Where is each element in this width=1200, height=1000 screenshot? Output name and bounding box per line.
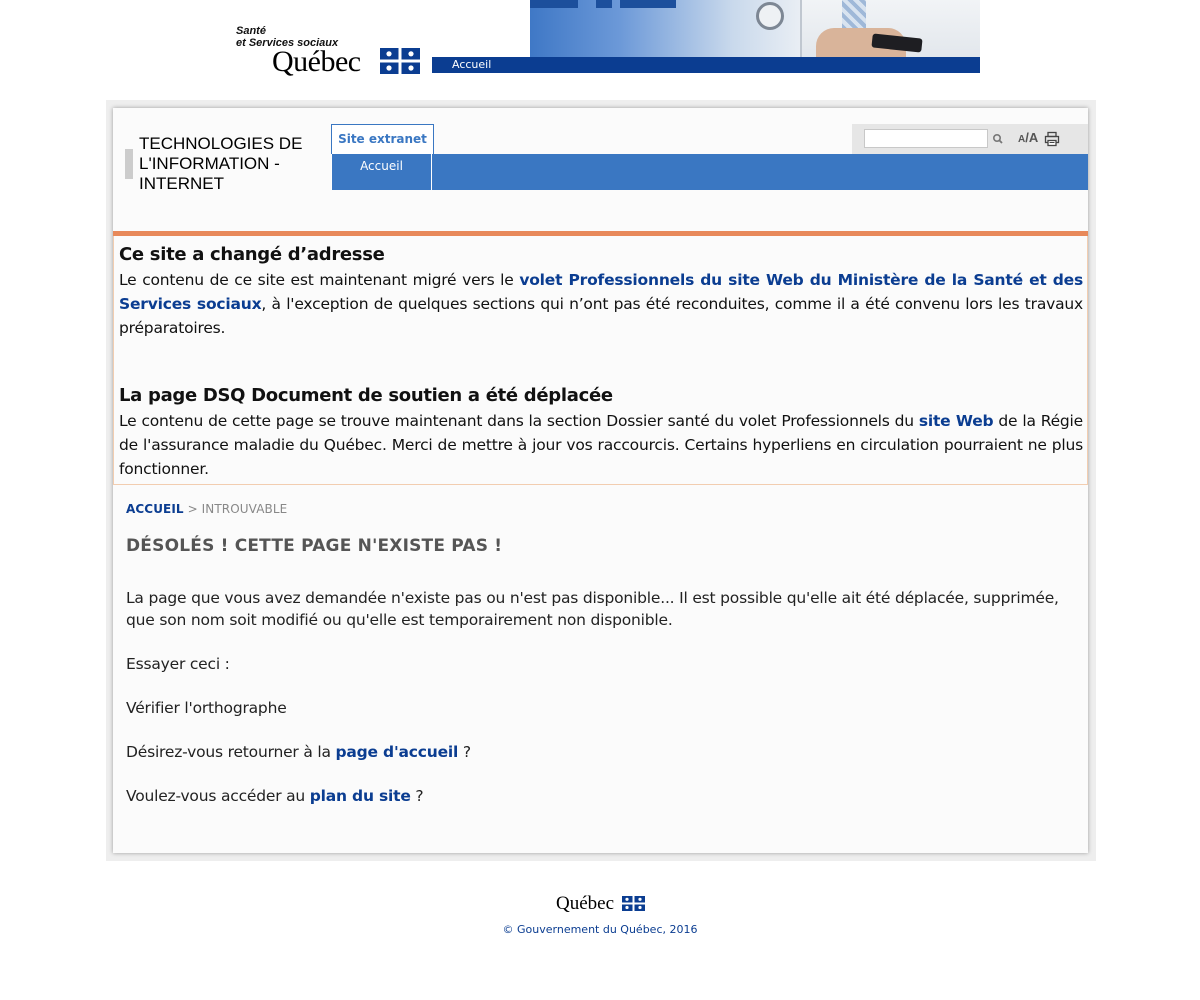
- breadcrumb-separator: >: [183, 502, 202, 516]
- error-intro-text: La page que vous avez demandée n'existe pas ou n'est pas disponible... Il est possible qu'elle ait été déplacée, supprimée, que son nom soit modifié ou qu'elle est temporairement non disponible.: [126, 589, 1059, 629]
- try-this-text: Essayer ceci :: [126, 655, 230, 673]
- banner-photo-doctor: [530, 0, 980, 57]
- sante-services-sociaux-logo[interactable]: [236, 22, 422, 76]
- notice-text-dsq-moved: [119, 409, 1083, 481]
- fleurdelise-icon: [622, 896, 645, 911]
- site-title-marker: [125, 149, 133, 179]
- government-nav-bar: [432, 57, 980, 73]
- font-size-large-glyph: A: [1028, 130, 1039, 145]
- notice-text-after: , à l'exception de quelques sections qui n’ont pas été reconduites, comme il a été convenu lors les travaux préparatoires.: [119, 295, 1083, 337]
- notice-text-before: Le contenu de ce site est maintenant migré vers le: [119, 271, 520, 289]
- page-title: DÉSOLÉS ! CETTE PAGE N'EXISTE PAS !: [126, 536, 503, 556]
- tab-site-extranet[interactable]: Site extranet: [331, 124, 434, 154]
- breadcrumb: [126, 502, 287, 516]
- footer-quebec-logo[interactable]: [556, 893, 646, 915]
- return-home-text: [126, 741, 1066, 763]
- return-home-after: ?: [458, 743, 471, 761]
- gov-nav-home-link[interactable]: Accueil: [452, 58, 492, 71]
- search-input[interactable]: [864, 129, 988, 148]
- main-card: [113, 108, 1088, 853]
- site-map-text: [126, 785, 1066, 807]
- link-site-web-ramq[interactable]: site Web: [918, 412, 994, 430]
- footer-logo-word: Québec: [556, 893, 615, 914]
- link-page-accueil[interactable]: page d'accueil: [335, 743, 459, 761]
- return-home-before: Désirez-vous retourner à la: [126, 743, 336, 761]
- font-size-toggle[interactable]: [1018, 130, 1038, 145]
- notice-title-dsq-moved: La page DSQ Document de soutien a été déplacée: [119, 385, 613, 406]
- fleurdelise-icon: [380, 48, 420, 74]
- notice-text-address-change: [119, 268, 1083, 340]
- logo-line-sante: Santé: [236, 25, 266, 37]
- link-plan-du-site[interactable]: plan du site: [309, 787, 411, 805]
- site-title[interactable]: TECHNOLOGIES DE L'INFORMATION - INTERNET: [139, 134, 303, 193]
- check-spelling-text: Vérifier l'orthographe: [126, 699, 287, 717]
- link-volet-professionnels-msss[interactable]: volet Professionnels du site Web du Ministère de la Santé et des Services sociaux: [119, 271, 1083, 313]
- nav-item-accueil[interactable]: Accueil: [331, 154, 432, 190]
- logo-line-services: et Services sociaux: [236, 37, 339, 49]
- printer-icon[interactable]: [1044, 131, 1060, 147]
- font-size-small-glyph: A: [1018, 134, 1026, 145]
- notice-title-address-change: Ce site a changé d’adresse: [119, 244, 385, 265]
- notice-text-after: de la Régie de l'assurance maladie du Québec. Merci de mettre à jour vos raccourcis. Certains hyperliens en circulation pourraient ne plus fonctionner.: [119, 412, 1083, 478]
- magnifier-icon[interactable]: [990, 131, 1006, 147]
- notice-text-before: Le contenu de cette page se trouve maintenant dans la section Dossier santé du volet Professionnels du: [119, 412, 919, 430]
- copyright-link[interactable]: © Gouvernement du Québec, 2016: [502, 923, 698, 936]
- government-header: [232, 0, 980, 76]
- font-size-separator: /: [1025, 130, 1029, 145]
- tools-bar: [852, 124, 1088, 154]
- logo-word-quebec: Québec: [272, 45, 361, 78]
- breadcrumb-current: INTROUVABLE: [201, 502, 288, 516]
- breadcrumb-home-link[interactable]: ACCUEIL: [126, 502, 184, 516]
- stethoscope-shape: [756, 2, 784, 30]
- site-map-before: Voulez-vous accéder au: [126, 787, 310, 805]
- site-map-after: ?: [410, 787, 424, 805]
- notice-box: [113, 236, 1088, 485]
- site-nav-bar: [331, 154, 1088, 190]
